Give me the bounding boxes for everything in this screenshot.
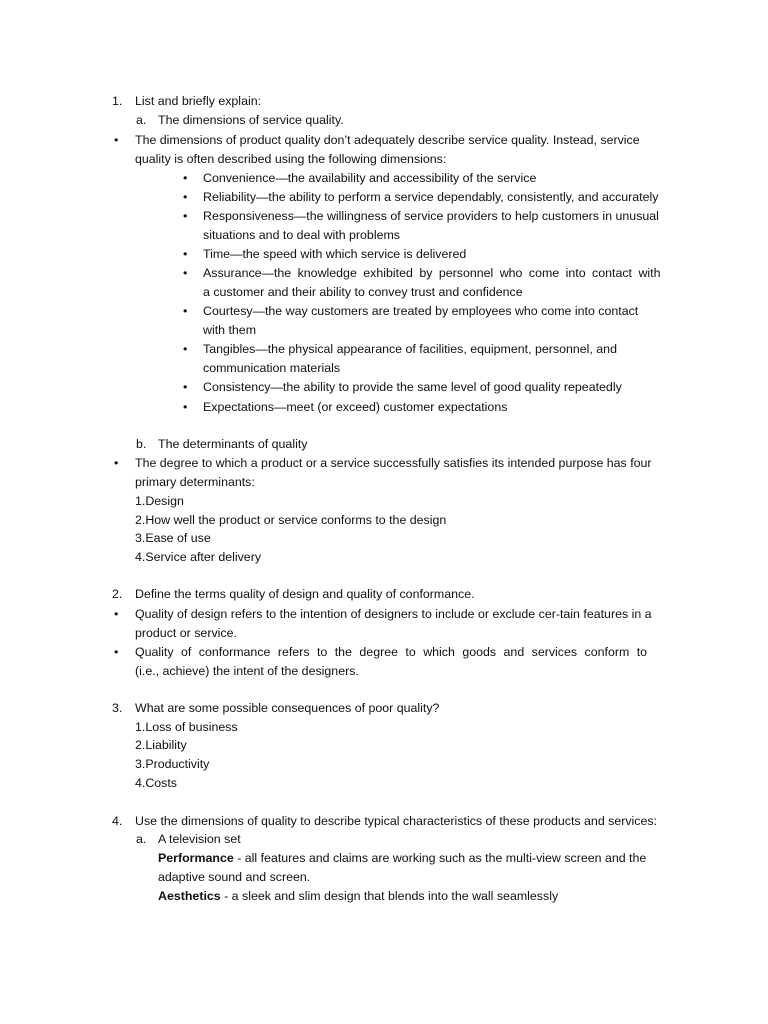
dimension-assurance-cont: a customer and their ability to convey trust and confidence bbox=[203, 285, 523, 299]
bullet-icon: • bbox=[183, 304, 188, 318]
q2-prompt: Define the terms quality of design and quality of conformance. bbox=[135, 587, 475, 601]
determinant-item: 3.Ease of use bbox=[135, 531, 211, 545]
dimension-responsiveness: Responsiveness—the willingness of service providers to help customers in unusual bbox=[203, 209, 659, 223]
dimension-courtesy: Courtesy—the way customers are treated by employees who come into contact bbox=[203, 304, 639, 318]
aesthetics-term: Aesthetics bbox=[158, 889, 221, 903]
aesthetics-text: - a sleek and slim design that blends into the wall seamlessly bbox=[220, 889, 559, 903]
bullet-icon: • bbox=[183, 342, 188, 356]
q1b-answer-line1: The degree to which a product or a service successfully satisfies its intended purpose has four bbox=[135, 456, 652, 470]
consequence-item: 3.Productivity bbox=[135, 757, 210, 771]
dimension-convenience: Convenience—the availability and accessibility of the service bbox=[203, 171, 537, 185]
q4-number: 4. bbox=[112, 814, 123, 828]
q1b-text: The determinants of quality bbox=[158, 437, 308, 451]
dimension-courtesy-cont: with them bbox=[203, 323, 257, 337]
q3-number: 3. bbox=[112, 701, 123, 715]
bullet-icon: • bbox=[183, 190, 188, 204]
dimension-time: Time—the speed with which service is delivered bbox=[203, 247, 467, 261]
performance-line bbox=[158, 849, 646, 868]
dimension-tangibles-cont: communication materials bbox=[203, 361, 341, 375]
q1b-label: b. bbox=[136, 437, 147, 451]
dimension-tangibles: Tangibles—the physical appearance of facilities, equipment, personnel, and bbox=[203, 342, 617, 356]
determinant-item: 2.How well the product or service conforms to the design bbox=[135, 513, 447, 527]
consequence-item: 1.Loss of business bbox=[135, 720, 238, 734]
bullet-icon: • bbox=[183, 247, 188, 261]
q2-answer-conformance: Quality of conformance refers to the degree to which goods and services conform to bbox=[135, 645, 648, 659]
dimension-assurance: Assurance—the knowledge exhibited by personnel who come into contact with bbox=[203, 266, 661, 280]
determinant-item: 4.Service after delivery bbox=[135, 550, 262, 564]
bullet-icon: • bbox=[183, 266, 188, 280]
bullet-icon: • bbox=[183, 171, 188, 185]
q1a-label: a. bbox=[136, 113, 147, 127]
q4a-text: A television set bbox=[158, 832, 241, 846]
q4a-label: a. bbox=[136, 832, 147, 846]
bullet-icon: • bbox=[114, 645, 119, 659]
dimension-responsiveness-cont: situations and to deal with problems bbox=[203, 228, 400, 242]
bullet-icon: • bbox=[183, 380, 188, 394]
q2-answer-conformance-cont: (i.e., achieve) the intent of the designers. bbox=[135, 664, 359, 678]
dimension-expectations: Expectations—meet (or exceed) customer expectations bbox=[203, 400, 508, 414]
q2-number: 2. bbox=[112, 587, 123, 601]
consequence-item: 4.Costs bbox=[135, 776, 178, 790]
consequence-item: 2.Liability bbox=[135, 738, 187, 752]
bullet-icon: • bbox=[114, 607, 119, 621]
q1-number: 1. bbox=[112, 94, 123, 108]
performance-term: Performance bbox=[158, 851, 234, 865]
performance-text: - all features and claims are working such as the multi-view screen and the bbox=[233, 851, 647, 865]
bullet-icon: • bbox=[114, 133, 119, 147]
dimension-reliability: Reliability—the ability to perform a service dependably, consistently, and accurately bbox=[203, 190, 659, 204]
aesthetics-line bbox=[158, 887, 558, 906]
bullet-icon: • bbox=[183, 209, 188, 223]
bullet-icon: • bbox=[183, 400, 188, 414]
q1a-text: The dimensions of service quality. bbox=[158, 113, 344, 127]
dimension-consistency: Consistency—the ability to provide the same level of good quality repeatedly bbox=[203, 380, 622, 394]
bullet-icon: • bbox=[114, 456, 119, 470]
q4-prompt: Use the dimensions of quality to describe typical characteristics of these products and services: bbox=[135, 814, 658, 828]
performance-line-cont: adaptive sound and screen. bbox=[158, 870, 311, 884]
determinant-item: 1.Design bbox=[135, 494, 184, 508]
q2-answer-design-cont: product or service. bbox=[135, 626, 237, 640]
q3-prompt: What are some possible consequences of poor quality? bbox=[135, 701, 440, 715]
q1-prompt: List and briefly explain: bbox=[135, 94, 262, 108]
q1a-answer-line2: quality is often described using the following dimensions: bbox=[135, 152, 447, 166]
q1b-answer-line2: primary determinants: bbox=[135, 475, 255, 489]
q1a-answer-line1: The dimensions of product quality don’t adequately describe service quality. Instead, service bbox=[135, 133, 640, 147]
q2-answer-design: Quality of design refers to the intention of designers to include or exclude cer-tain features in a bbox=[135, 607, 652, 621]
